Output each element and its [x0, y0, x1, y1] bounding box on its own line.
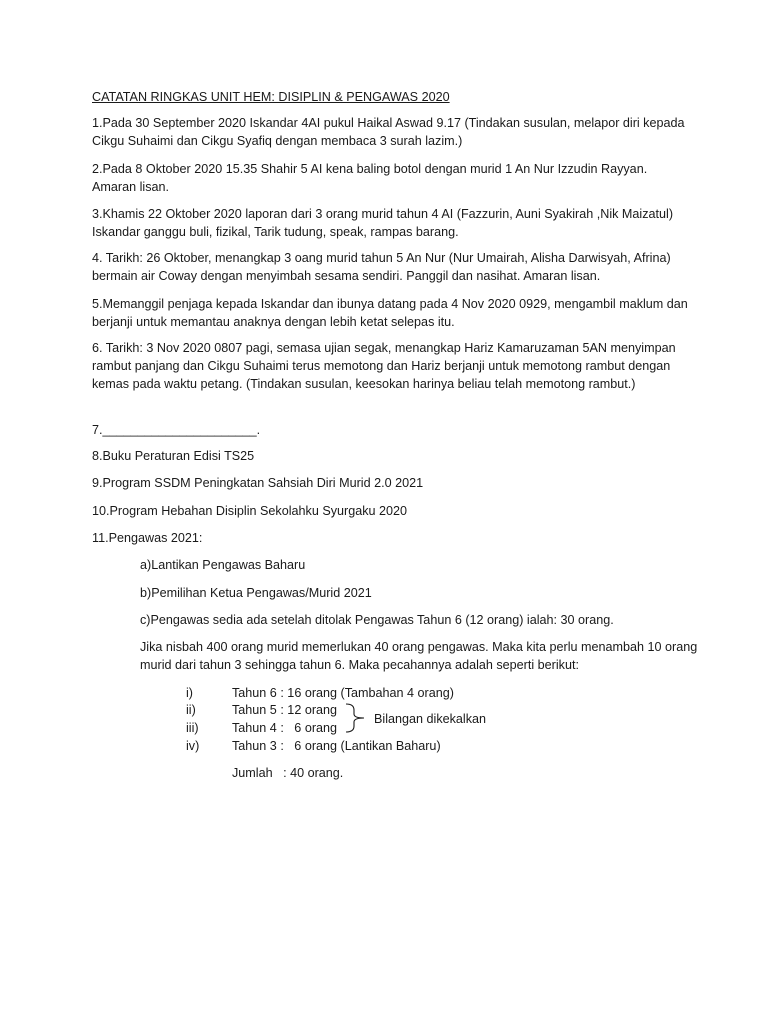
- note-item-9: 9.Program SSDM Peningkatan Sahsiah Diri Murid 2.0 2021: [92, 476, 424, 490]
- ratio-paragraph: Jika nisbah 400 orang murid memerlukan 40 orang pengawas. Maka kita perlu menambah 10 orang murid dari tahun 3 sehingga tahun 6. Maka pecahannya adalah seperti berikut:: [140, 640, 698, 672]
- note-item-2: 2.Pada 8 Oktober 2020 15.35 Shahir 5 AI kena baling botol dengan murid 1 An Nur Izzudin Rayyan. Amaran lisan.: [92, 162, 648, 194]
- note-item-7: 7.______________________.: [92, 423, 261, 437]
- total-line: Jumlah : 40 orang.: [232, 766, 344, 780]
- document-title: CATATAN RINGKAS UNIT HEM: DISIPLIN & PENGAWAS 2020: [92, 90, 450, 104]
- note-item-8: 8.Buku Peraturan Edisi TS25: [92, 449, 255, 463]
- breakdown-number: iv): [186, 739, 200, 753]
- note-item-5: 5.Memanggil penjaga kepada Iskandar dan ibunya datang pada 4 Nov 2020 0929, mengambil maklum dan berjanji untuk memantau anaknya dengan lebih ketat selepas itu.: [92, 297, 688, 329]
- note-item-10: 10.Program Hebahan Disiplin Sekolahku Syurgaku 2020: [92, 504, 408, 518]
- breakdown-text: Tahun 5 : 12 orang: [232, 703, 338, 717]
- breakdown-text: Tahun 4 : 6 orang: [232, 721, 338, 735]
- brace-label: Bilangan dikekalkan: [374, 712, 487, 726]
- note-item-4: 4. Tarikh: 26 Oktober, menangkap 3 oang murid tahun 5 An Nur (Nur Umairah, Alisha Darwisyah, Afrina) bermain air Coway dengan menyimbah sesama sendiri. Panggil dan nasihat. Amaran lisan.: [92, 251, 671, 283]
- note-item-6: 6. Tarikh: 3 Nov 2020 0807 pagi, semasa ujian segak, menangkap Hariz Kamaruzaman 5AN menyimpan rambut panjang dan Cikgu Suhaimi terus memotong dan Hariz berjanji untuk memotong rambut dengan kemas pada waktu petang. (Tindakan susulan, keesokan harinya beliau telah memotong rambut.): [92, 341, 676, 391]
- subitem-c: c)Pengawas sedia ada setelah ditolak Pengawas Tahun 6 (12 orang) ialah: 30 orang.: [140, 613, 614, 627]
- curly-brace-icon: [344, 702, 370, 734]
- breakdown-number: iii): [186, 721, 199, 735]
- breakdown-number: ii): [186, 703, 196, 717]
- note-item-1: 1.Pada 30 September 2020 Iskandar 4AI pukul Haikal Aswad 9.17 (Tindakan susulan, melapor diri kepada Cikgu Suhaimi dan Cikgu Syafiq dengan membaca 3 surah lazim.): [92, 116, 685, 148]
- subitem-a: a)Lantikan Pengawas Baharu: [140, 558, 306, 572]
- note-item-3: 3.Khamis 22 Oktober 2020 laporan dari 3 orang murid tahun 4 AI (Fazzurin, Auni Syakirah ,Nik Maizatul) Iskandar ganggu buli, fizikal, Tarik tudung, speak, rampas barang.: [92, 207, 674, 239]
- breakdown-number: i): [186, 686, 193, 700]
- subitem-b: b)Pemilihan Ketua Pengawas/Murid 2021: [140, 586, 372, 600]
- breakdown-text: Tahun 3 : 6 orang (Lantikan Baharu): [232, 739, 441, 753]
- breakdown-text: Tahun 6 : 16 orang (Tambahan 4 orang): [232, 686, 454, 700]
- note-item-11: 11.Pengawas 2021:: [92, 531, 203, 545]
